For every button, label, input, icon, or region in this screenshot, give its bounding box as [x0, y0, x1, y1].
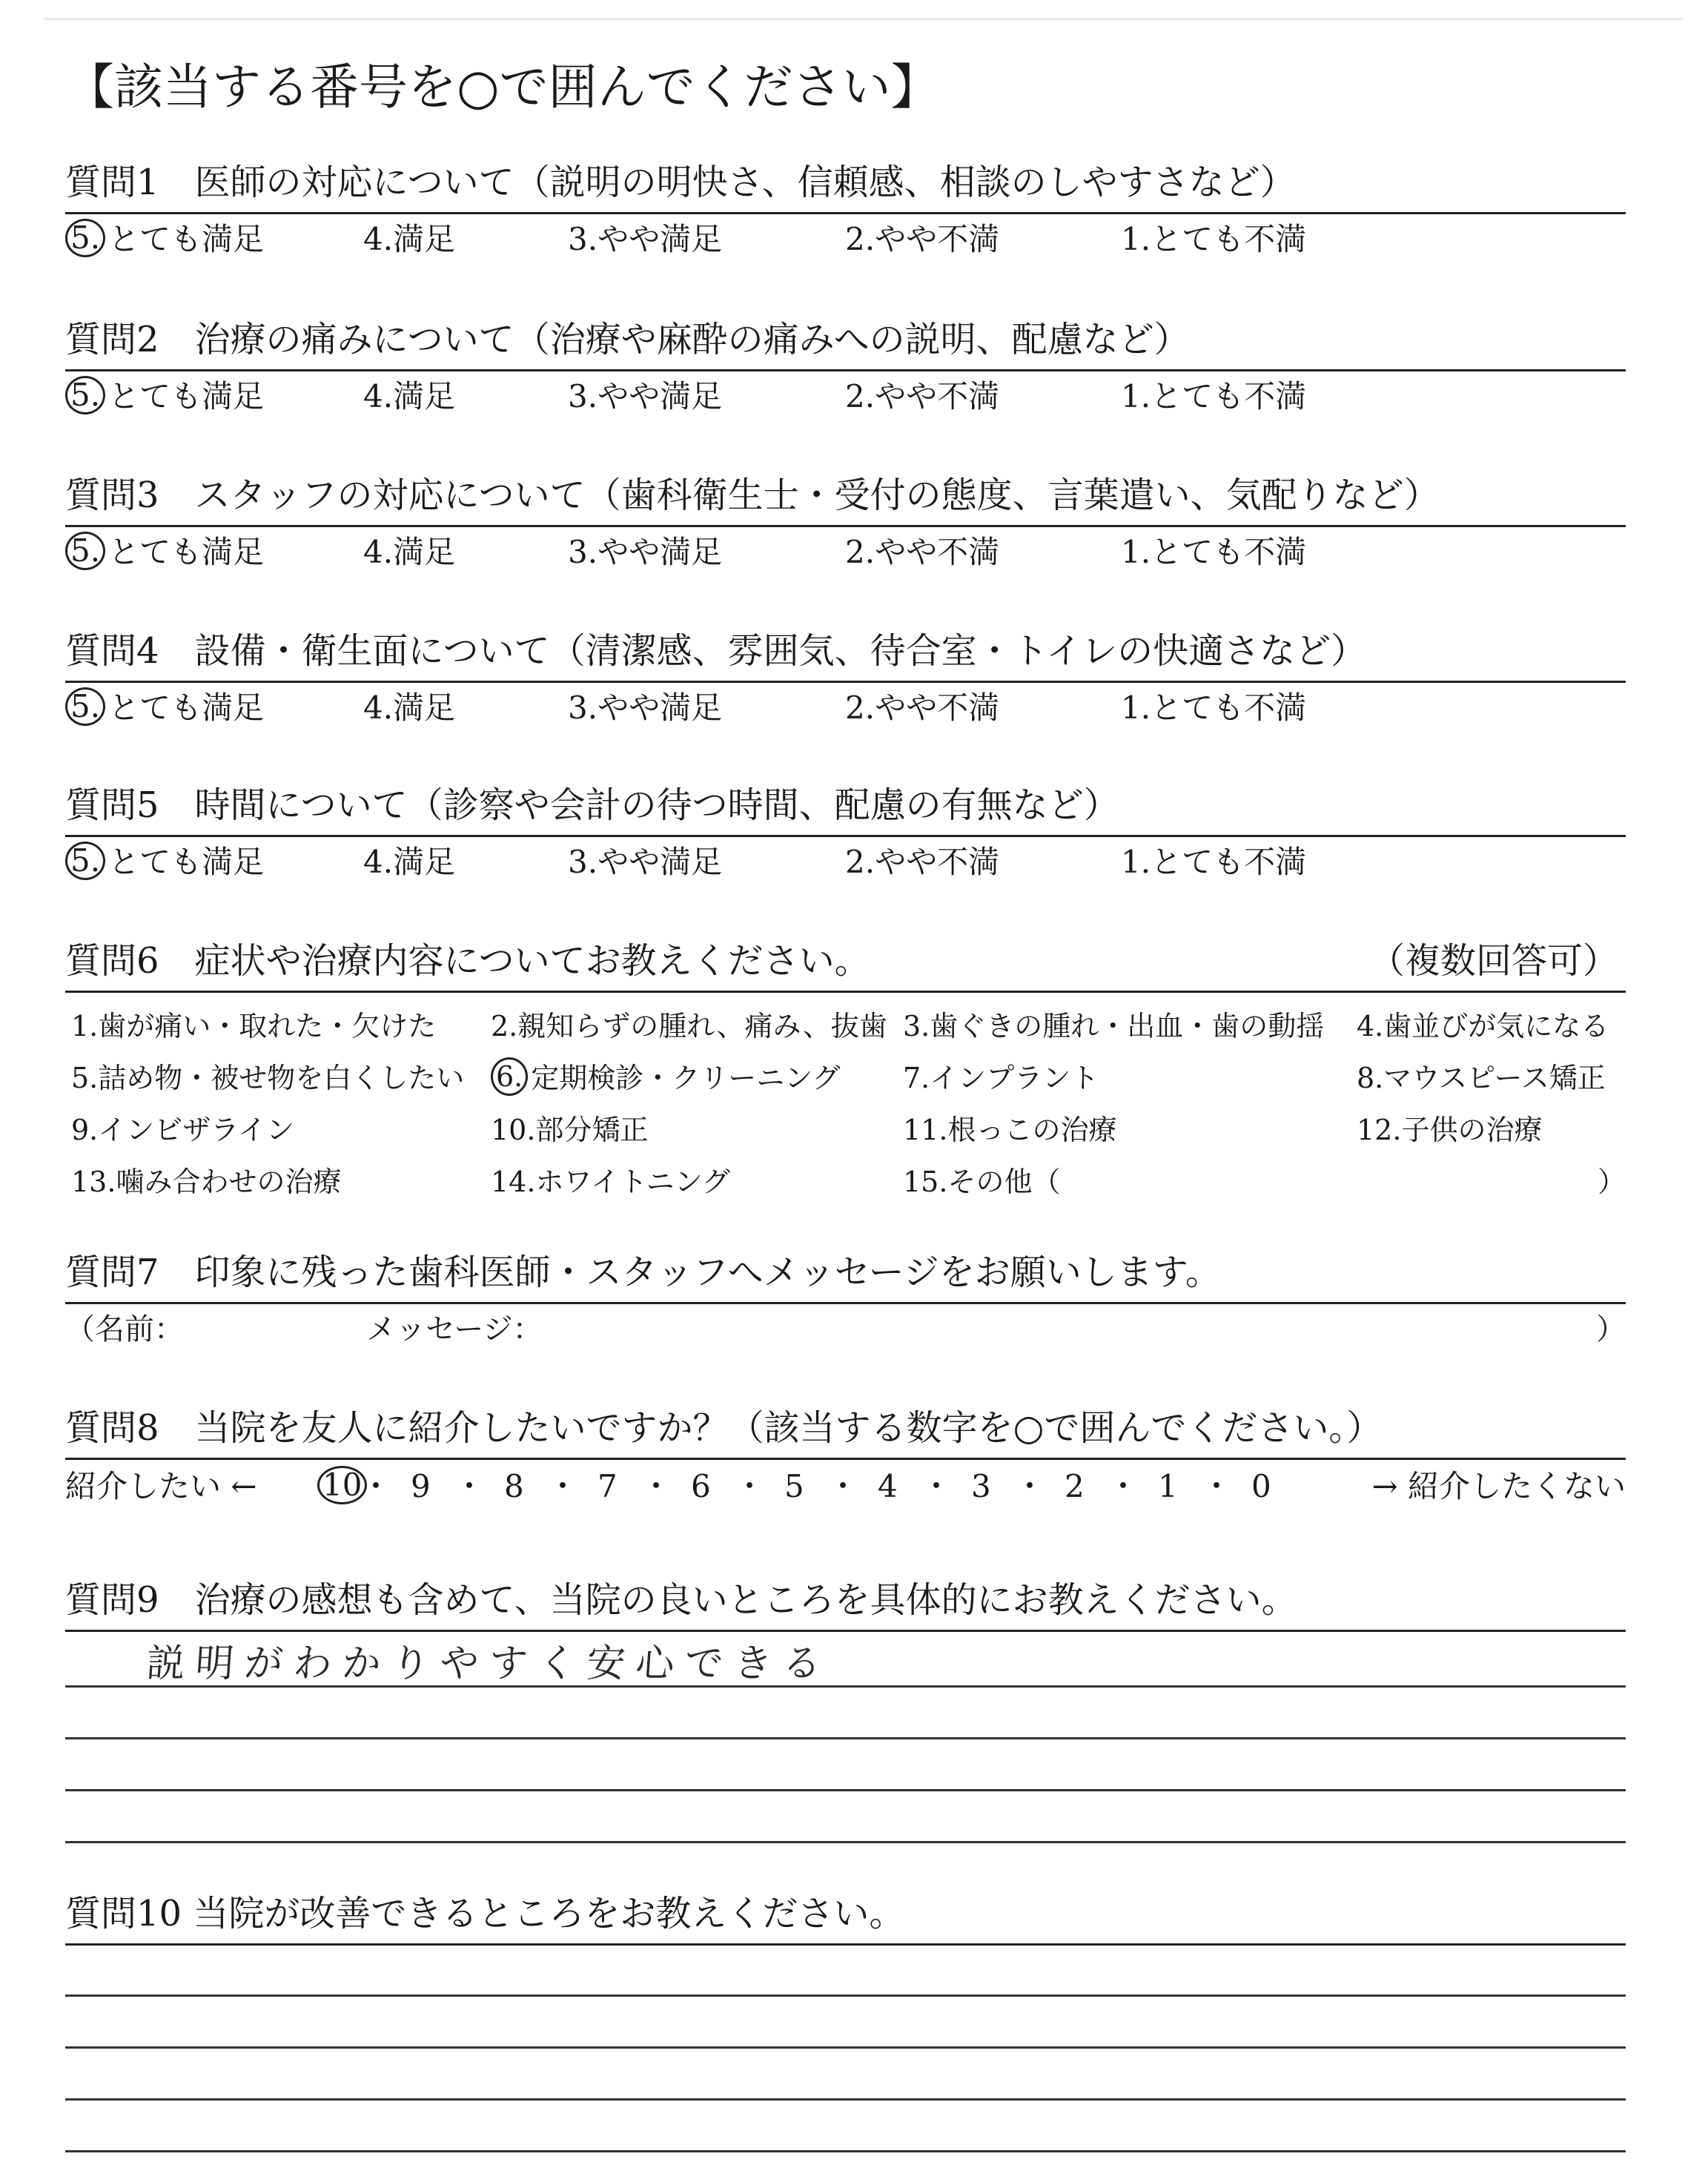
question-title: 質問9 治療の感想も含めて、当院の良いところを具体的にお教えください。	[65, 1579, 1297, 1621]
scale-separator: ・	[921, 1468, 953, 1504]
option-number: 3.	[568, 690, 598, 726]
option-number: 7.	[903, 1062, 930, 1094]
question-title: 質問8 当院を友人に紹介したいですか？（該当する数字を○で囲んでください。）	[65, 1407, 1383, 1449]
question-7	[65, 1238, 1626, 1356]
question-header	[65, 305, 1626, 371]
symptom-option[interactable]	[903, 1162, 1060, 1202]
scale-separator: ・	[734, 1468, 766, 1504]
option-number: 5.	[65, 219, 105, 257]
symptom-option[interactable]	[71, 1110, 294, 1150]
rating-option[interactable]	[363, 686, 455, 730]
symptom-option[interactable]	[71, 1006, 436, 1046]
option-number: 1.	[1121, 690, 1151, 726]
question-5	[65, 771, 1626, 889]
scale-value[interactable]	[878, 1464, 898, 1509]
page-top-edge	[44, 18, 1683, 20]
question-title: 質問6 症状や治療内容についてお教えください。	[65, 940, 870, 982]
option-label: とても満足	[108, 690, 265, 726]
option-number: 1.	[1121, 844, 1151, 880]
answer-lines	[65, 1946, 1626, 2168]
option-label: やや満足	[598, 844, 723, 880]
question-6	[65, 927, 1626, 1208]
message-row	[65, 1304, 1626, 1356]
option-label: やや不満	[875, 378, 1000, 414]
rating-option[interactable]	[1121, 530, 1306, 575]
option-number: 2.	[845, 534, 875, 570]
scale-separator: ・	[1108, 1468, 1139, 1504]
message-label: メッセージ：	[366, 1312, 543, 1346]
rating-options	[65, 683, 1626, 735]
option-label: とても満足	[108, 221, 265, 257]
rating-option[interactable]	[568, 686, 722, 730]
option-label: やや不満	[875, 844, 1000, 880]
option-number: 1.	[1121, 534, 1151, 570]
option-label: インビザライン	[98, 1114, 295, 1146]
option-label: 歯が痛い・取れた・欠けた	[98, 1010, 437, 1042]
question-title: 質問4 設備・衛生面について（清潔感、雰囲気、待合室・トイレの快適さなど）	[65, 630, 1367, 672]
symptom-option[interactable]	[1357, 1006, 1609, 1046]
scale-value[interactable]	[1065, 1464, 1085, 1509]
answer-line	[65, 1995, 1626, 1997]
option-number: 5.	[65, 532, 105, 570]
question-title: 質問7 印象に残った歯科医師・スタッフへメッセージをお願いします。	[65, 1252, 1221, 1293]
option-label: 子供の治療	[1401, 1114, 1543, 1146]
option-number: 4.	[363, 221, 394, 257]
scale-number: 9	[411, 1468, 431, 1504]
scale-number: 2	[1065, 1468, 1085, 1504]
rating-option[interactable]	[65, 686, 264, 730]
question-header	[65, 927, 1626, 993]
symptom-option[interactable]	[491, 1110, 648, 1150]
scale-value[interactable]	[504, 1464, 524, 1509]
scale-separator: ・	[454, 1468, 486, 1504]
option-label: 親知らずの腫れ、痛み、抜歯	[517, 1010, 887, 1042]
option-number: 3.	[568, 221, 598, 257]
option-label: 満足	[393, 378, 456, 414]
scale-value[interactable]	[1158, 1464, 1178, 1509]
option-label: とても満足	[108, 534, 265, 570]
scale-separator: ・	[640, 1468, 672, 1504]
multiple-answer-note: （複数回答可）	[1368, 940, 1618, 982]
rating-option[interactable]	[1121, 840, 1306, 885]
option-label: とても不満	[1151, 844, 1307, 880]
option-label: やや満足	[598, 378, 723, 414]
option-number: 9.	[71, 1114, 99, 1146]
question-header	[65, 617, 1626, 683]
option-number: 5.	[65, 842, 105, 880]
scale-number: 0	[1251, 1468, 1271, 1504]
option-number: 5.	[71, 1062, 99, 1094]
option-number: 3.	[568, 844, 598, 880]
option-label: とても満足	[108, 378, 265, 414]
symptom-option[interactable]	[491, 1006, 887, 1046]
option-number: 13.	[71, 1166, 116, 1198]
question-2	[65, 305, 1626, 423]
scale-number: 6	[691, 1468, 711, 1504]
scale-value[interactable]	[691, 1464, 711, 1509]
option-label: とても不満	[1151, 378, 1307, 414]
rating-option[interactable]	[845, 217, 999, 262]
option-label: 詰め物・被せ物を白くしたい	[98, 1062, 465, 1094]
rating-option[interactable]	[65, 530, 264, 575]
scale-separator: ・	[1201, 1468, 1233, 1504]
rating-option[interactable]	[363, 374, 455, 419]
option-label: やや満足	[598, 690, 723, 726]
symptom-option[interactable]	[1357, 1110, 1542, 1150]
option-number: 1.	[1121, 221, 1151, 257]
option-number: 6.	[491, 1057, 528, 1096]
scale-number: 1	[1158, 1468, 1178, 1504]
symptom-option[interactable]	[903, 1058, 1099, 1098]
option-label: やや満足	[598, 534, 723, 570]
option-number: 5.	[65, 687, 105, 726]
rating-option[interactable]	[845, 530, 999, 575]
rating-option[interactable]	[568, 217, 722, 262]
option-label: とても不満	[1151, 690, 1307, 726]
rating-option[interactable]	[1121, 217, 1306, 262]
scale-value[interactable]	[971, 1464, 991, 1509]
answer-line	[65, 2046, 1626, 2049]
option-label: 部分矯正	[535, 1114, 649, 1146]
option-label: 根っこの治療	[947, 1114, 1117, 1146]
question-header	[65, 148, 1626, 214]
symptom-option[interactable]	[491, 1162, 730, 1202]
option-label: その他（	[947, 1166, 1061, 1198]
option-label: 歯並びが気になる	[1383, 1010, 1609, 1042]
scale-separator: ・	[360, 1468, 392, 1504]
question-title: 質問3 スタッフの対応について（歯科衛生士・受付の態度、言葉遣い、気配りなど）	[65, 475, 1440, 516]
option-number: 14.	[491, 1166, 536, 1198]
symptom-option[interactable]	[491, 1058, 841, 1098]
option-label: 歯ぐきの腫れ・出血・歯の動揺	[930, 1010, 1325, 1042]
scale-number: 5	[784, 1468, 804, 1504]
scale-number: 8	[504, 1468, 524, 1504]
scale-right-label: → 紹介したくない	[1371, 1468, 1626, 1504]
recommend-scale	[65, 1460, 1626, 1512]
question-title: 質問10 当院が改善できるところをお教えください。	[65, 1893, 905, 1934]
option-number: 4.	[1357, 1010, 1384, 1042]
option-label: 満足	[393, 690, 456, 726]
close-paren: ）	[1596, 1312, 1626, 1346]
option-label: とても不満	[1151, 534, 1307, 570]
scale-separator: ・	[547, 1468, 579, 1504]
rating-option[interactable]	[65, 217, 264, 262]
question-header	[65, 461, 1626, 527]
rating-options	[65, 527, 1626, 579]
option-number: 2.	[845, 690, 875, 726]
answer-line	[65, 1789, 1626, 1791]
rating-option[interactable]	[363, 217, 455, 262]
answer-line	[65, 2098, 1626, 2101]
question-header	[65, 771, 1626, 837]
rating-option[interactable]	[845, 840, 999, 885]
handwritten-answer: 説明がわかりやすく安心できる	[145, 1642, 833, 1686]
rating-option[interactable]	[1121, 686, 1306, 730]
scale-number: 4	[878, 1468, 898, 1504]
symptom-options	[65, 993, 1626, 1208]
question-1	[65, 148, 1626, 266]
answer-line	[65, 1737, 1626, 1739]
name-label: （名前：	[65, 1312, 184, 1346]
answer-line	[65, 2150, 1626, 2152]
option-number: 2.	[845, 221, 875, 257]
rating-option[interactable]	[845, 686, 999, 730]
question-header	[65, 1238, 1626, 1304]
option-label: ホワイトニング	[535, 1166, 731, 1198]
symptom-option[interactable]	[1357, 1058, 1606, 1098]
scale-value[interactable]	[411, 1464, 431, 1509]
scale-separator: ・	[827, 1468, 859, 1504]
option-number: 3.	[903, 1010, 930, 1042]
option-number: 1.	[1121, 378, 1151, 414]
option-label: 満足	[393, 844, 456, 880]
rating-option[interactable]	[65, 374, 264, 419]
rating-option[interactable]	[1121, 374, 1306, 419]
rating-options	[65, 837, 1626, 889]
rating-options	[65, 214, 1626, 266]
scale-left-label: 紹介したい ←	[65, 1468, 257, 1504]
symptom-option[interactable]	[903, 1110, 1116, 1150]
rating-options	[65, 371, 1626, 423]
answer-line	[65, 1841, 1626, 1843]
option-number: 4.	[363, 534, 394, 570]
option-label: 定期検診・クリーニング	[531, 1062, 841, 1094]
form-instruction: 【該当する番号を○で囲んでください】	[65, 59, 940, 116]
answer-line	[65, 1685, 1626, 1688]
option-number: 1.	[71, 1010, 99, 1042]
option-number: 2.	[845, 844, 875, 880]
rating-option[interactable]	[363, 840, 455, 885]
option-label: やや不満	[875, 690, 1000, 726]
question-4	[65, 617, 1626, 735]
option-number: 4.	[363, 690, 394, 726]
option-label: インプラント	[930, 1062, 1099, 1094]
rating-option[interactable]	[363, 530, 455, 575]
option-label: とても不満	[1151, 221, 1307, 257]
rating-option[interactable]	[568, 840, 722, 885]
option-label: とても満足	[108, 844, 265, 880]
rating-option[interactable]	[65, 840, 264, 885]
option-label: やや不満	[875, 534, 1000, 570]
option-label: マウスピース矯正	[1383, 1062, 1606, 1094]
question-header	[65, 1566, 1626, 1632]
symptom-option[interactable]	[903, 1006, 1324, 1046]
question-title: 質問1 医師の対応について（説明の明快さ、信頼感、相談のしやすさなど）	[65, 162, 1296, 203]
option-number: 8.	[1357, 1062, 1384, 1094]
question-header	[65, 1394, 1626, 1460]
scale-number: 10	[317, 1466, 367, 1504]
option-number: 3.	[568, 378, 598, 414]
option-label: やや満足	[598, 221, 723, 257]
scale-value[interactable]	[598, 1464, 618, 1509]
scale-number: 7	[598, 1468, 618, 1504]
question-8	[65, 1394, 1626, 1512]
option-label: 満足	[393, 221, 456, 257]
scale-number: 3	[971, 1468, 991, 1504]
option-number: 4.	[363, 378, 394, 414]
option-number: 4.	[363, 844, 394, 880]
option-label: 満足	[393, 534, 456, 570]
answer-lines	[65, 1632, 1626, 1914]
option-label: 噛み合わせの治療	[116, 1166, 342, 1198]
symptom-option[interactable]	[71, 1058, 464, 1098]
option-label: やや不満	[875, 221, 1000, 257]
option-number: 5.	[65, 376, 105, 414]
scale-value[interactable]	[784, 1464, 804, 1509]
option-number: 15.	[903, 1166, 948, 1198]
scale-value[interactable]	[1251, 1464, 1271, 1509]
option-number: 11.	[903, 1114, 948, 1146]
option-number: 2.	[845, 378, 875, 414]
option-number: 2.	[491, 1010, 518, 1042]
rating-option[interactable]	[568, 374, 722, 419]
rating-option[interactable]	[568, 530, 722, 575]
question-10	[65, 1880, 1626, 2168]
option-number: 3.	[568, 534, 598, 570]
rating-option[interactable]	[845, 374, 999, 419]
option-number: 10.	[491, 1114, 536, 1146]
option-number: 12.	[1357, 1114, 1402, 1146]
question-header	[65, 1880, 1626, 1946]
symptom-option[interactable]	[71, 1162, 341, 1202]
question-9	[65, 1566, 1626, 1914]
scale-separator: ・	[1014, 1468, 1046, 1504]
question-title: 質問2 治療の痛みについて（治療や麻酔の痛みへの説明、配慮など）	[65, 319, 1190, 360]
question-title: 質問5 時間について（診察や会計の待つ時間、配慮の有無など）	[65, 784, 1119, 826]
question-3	[65, 461, 1626, 579]
close-paren: ）	[1597, 1166, 1626, 1198]
